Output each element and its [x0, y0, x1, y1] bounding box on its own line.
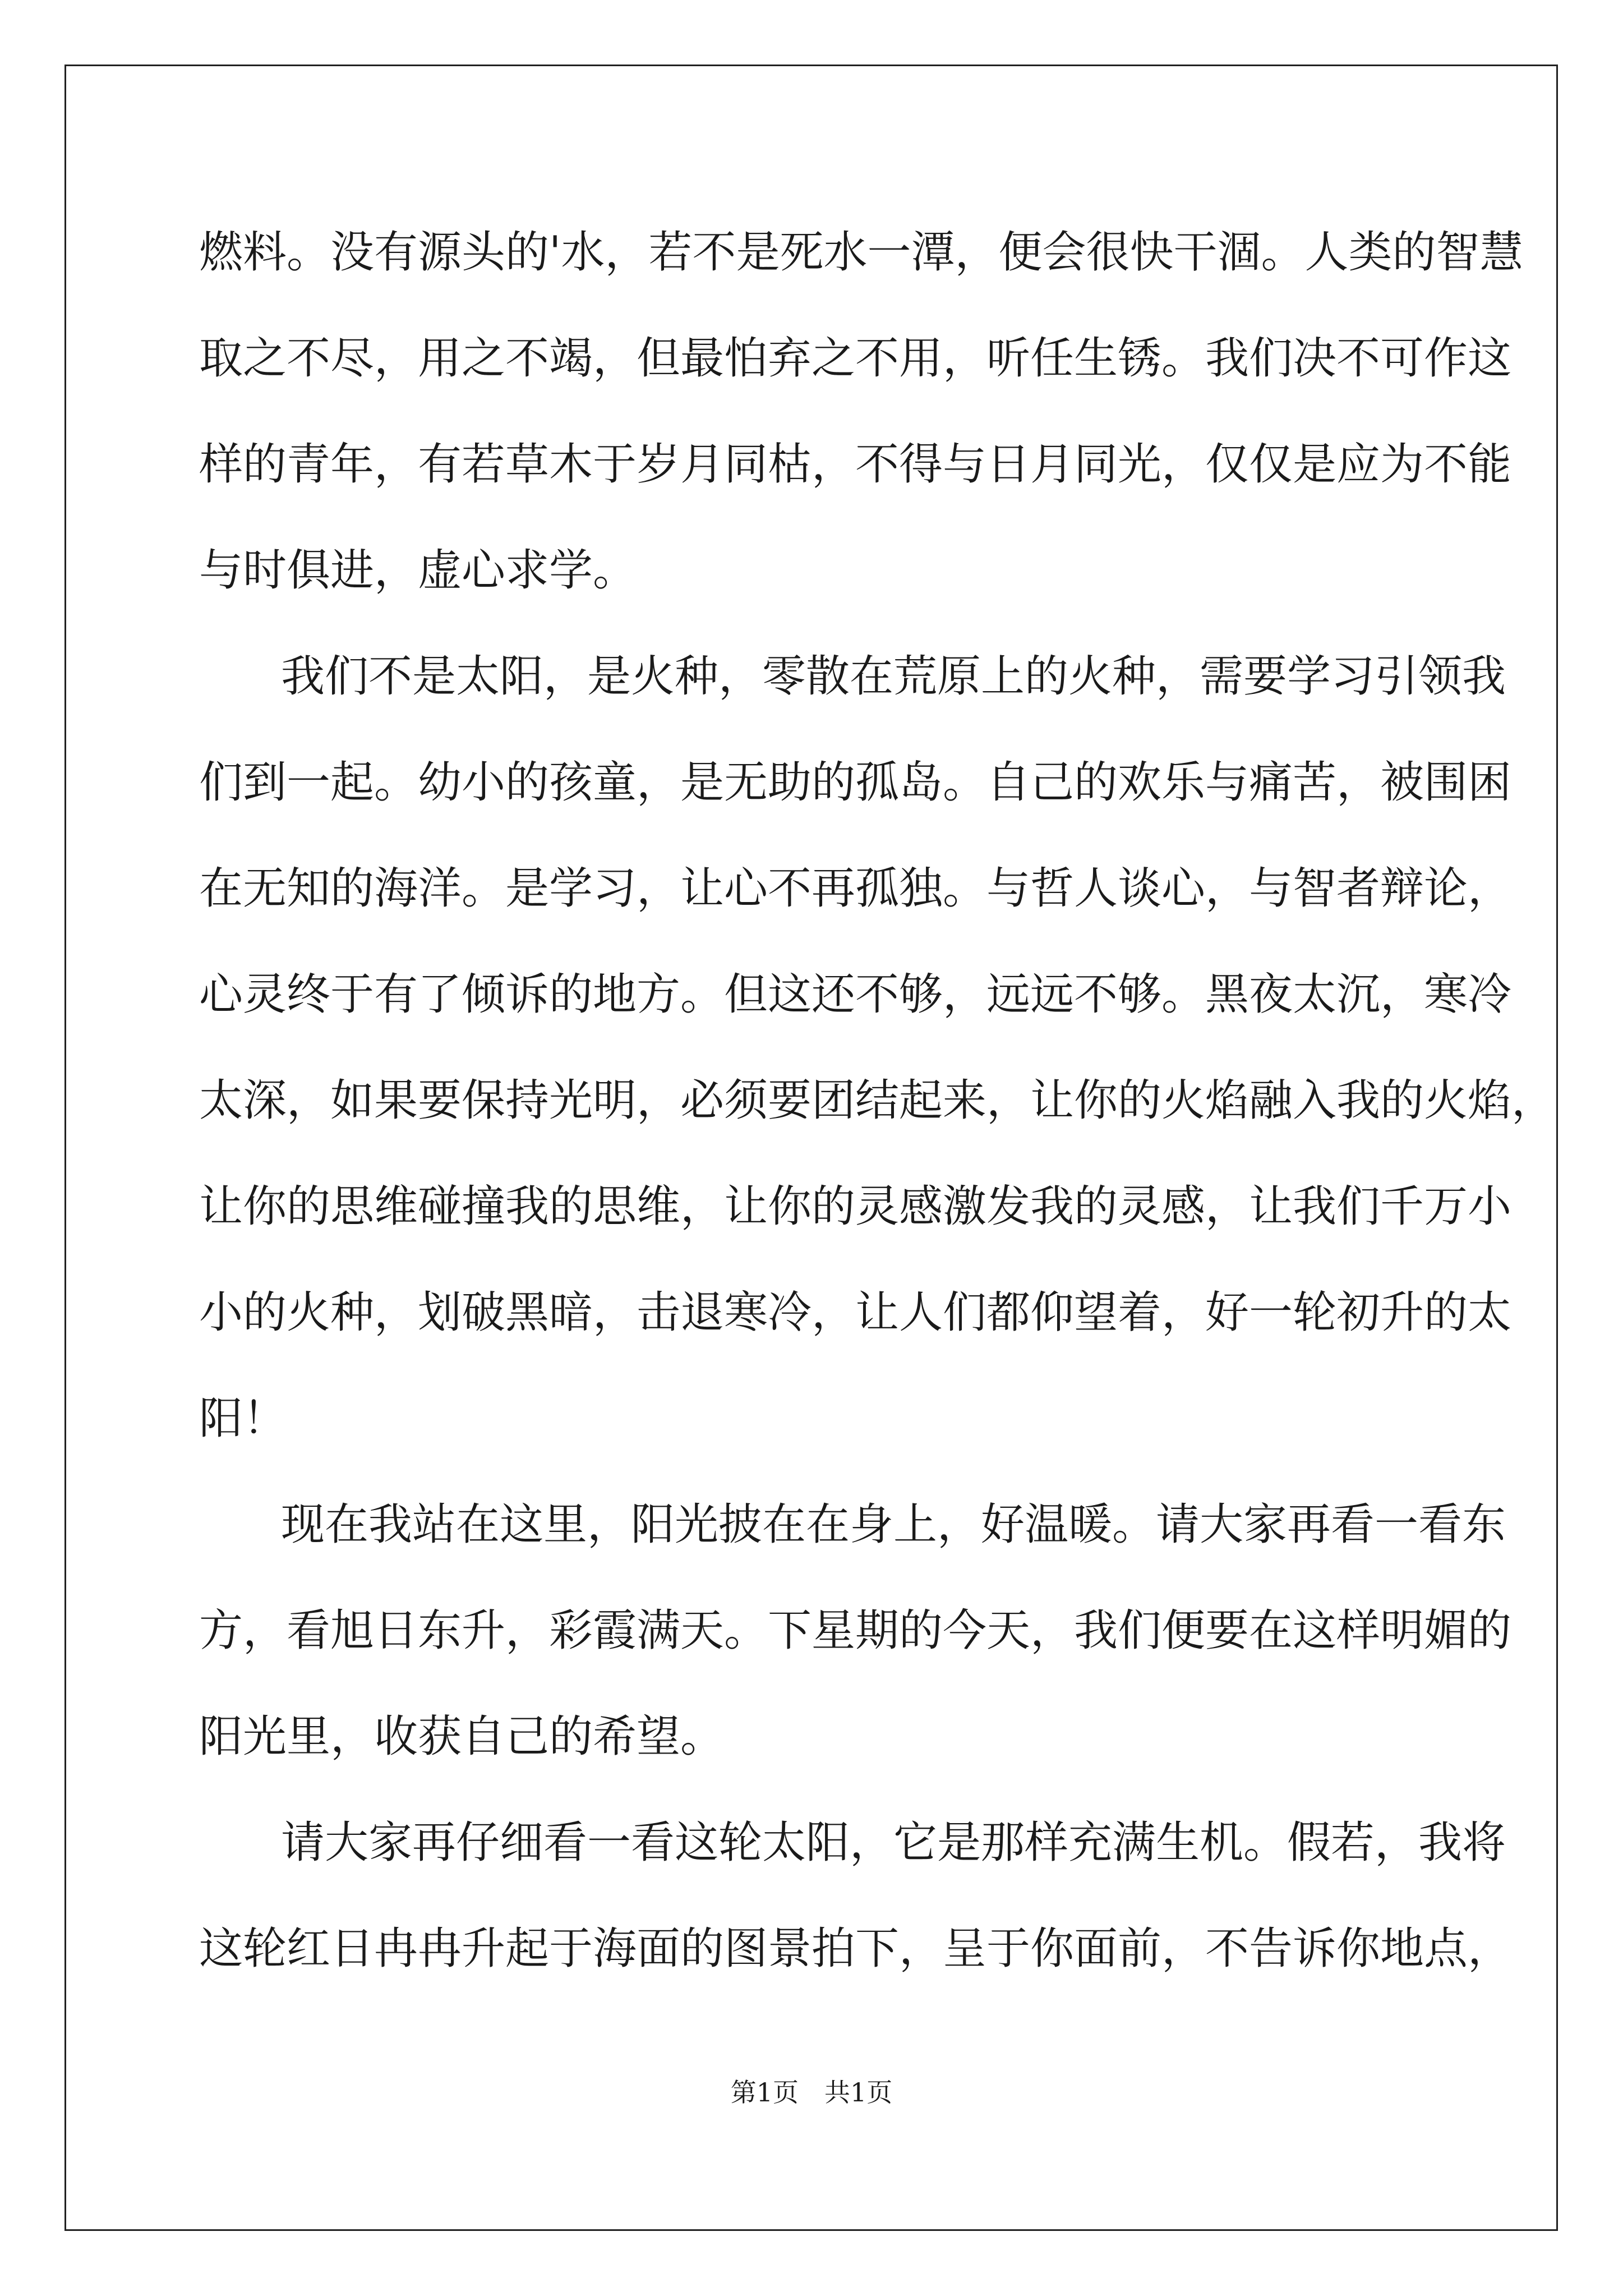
- paragraph-first-line: 现在我站在这里，阳光披在在身上，好温暖。请大家再看一看东: [281, 1499, 1506, 1550]
- text-line: 燃料。没有源头的'水，若不是死水一潭，便会很快干涸。人类的智慧: [199, 227, 1524, 278]
- document-body: [199, 213, 1556, 2016]
- text-line: 取之不尽，用之不竭，但最怕弃之不用，听任生锈。我们决不可作这: [199, 333, 1512, 384]
- text-line: 与时俱进，虚心求学。: [199, 545, 637, 596]
- paragraph-first-line: 请大家再仔细看一看这轮太阳，它是那样充满生机。假若，我将: [281, 1818, 1506, 1868]
- text-line: 阳！: [199, 1393, 287, 1444]
- text-line: 在无知的海洋。是学习，让心不再孤独。与哲人谈心，与智者辩论，: [199, 863, 1512, 914]
- text-line: 小的火种，划破黑暗，击退寒冷，让人们都仰望着，好一轮初升的太: [199, 1287, 1512, 1338]
- paragraph-first-line: 我们不是太阳，是火种，零散在荒原上的火种，需要学习引领我: [281, 651, 1506, 702]
- text-line: 心灵终于有了倾诉的地方。但这还不够，远远不够。黑夜太沉，寒冷: [199, 969, 1512, 1020]
- text-line: 们到一起。幼小的孩童，是无助的孤岛。自己的欢乐与痛苦，被围困: [199, 757, 1512, 808]
- page-footer: [0, 2076, 1623, 2109]
- text-line: 样的青年，有若草木于岁月同枯，不得与日月同光，仅仅是应为不能: [199, 439, 1512, 490]
- text-line: 阳光里，收获自己的希望。: [199, 1711, 725, 1762]
- text-line: 方，看旭日东升，彩霞满天。下星期的今天，我们便要在这样明媚的: [199, 1605, 1512, 1656]
- text-line: 太深，如果要保持光明，必须要团结起来，让你的火焰融入我的火焰，: [199, 1075, 1556, 1126]
- text-line: 这轮红日冉冉升起于海面的图景拍下，呈于你面前，不告诉你地点，: [199, 1924, 1512, 1974]
- page-number: 第1页 共1页: [730, 2077, 893, 2108]
- text-line: 让你的思维碰撞我的思维，让你的灵感激发我的灵感，让我们千万小: [199, 1181, 1512, 1232]
